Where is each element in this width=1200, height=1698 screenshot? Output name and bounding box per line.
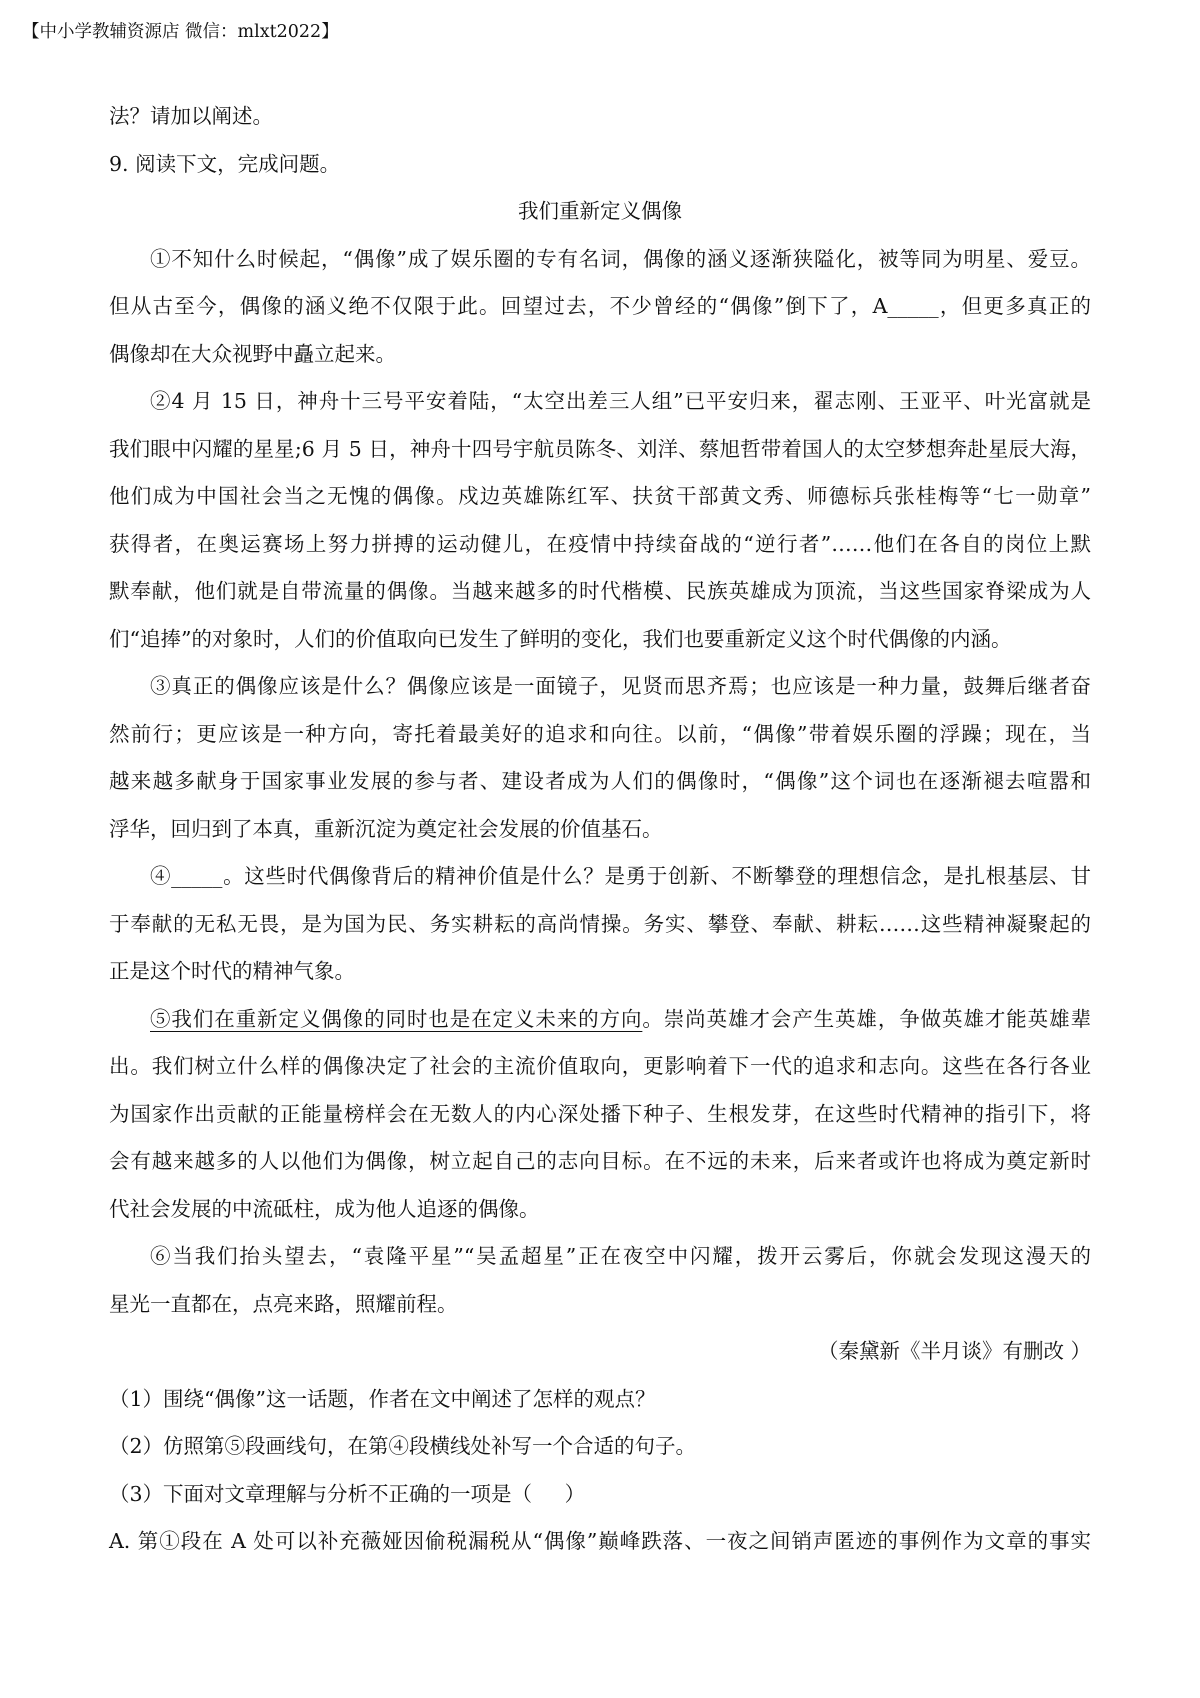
paragraph-2 — [109, 378, 1091, 663]
paragraph-line: 获得者，在奥运赛场上努力拼搏的运动健儿，在疫情中持续奋战的“逆行者”……他们在各自的岗位上默 — [109, 531, 1091, 556]
paragraph-line: 星光一直都在，点亮来路，照耀前程。 — [109, 1291, 458, 1316]
article-title: 我们重新定义偶像 — [518, 199, 682, 223]
line-text: 。崇尚英雄才会产生英雄，争做英雄才能英雄辈 — [642, 1006, 1091, 1031]
paragraph-line: 正是这个时代的精神气象。 — [109, 959, 355, 983]
paragraph-line: 越来越多献身于国家事业发展的参与者、建设者成为人们的偶像时，“偶像”这个词也在逐渐褪去喧嚣和 — [109, 769, 1091, 793]
page-content — [109, 93, 1091, 1566]
paragraph-line: 为国家作出贡献的正能量榜样会在无数人的内心深处播下种子、生根发芽，在这些时代精神的指引下，将 — [109, 1101, 1091, 1126]
header-watermark: 【中小学教辅资源店 微信：mlxt2022】 — [22, 22, 339, 42]
paragraph-line: 我们眼中闪耀的星星;6 月 5 日，神舟十四号宇航员陈冬、刘洋、蔡旭哲带着国人的太空梦想奔赴星辰大海， — [109, 436, 1091, 461]
paragraph-line: ③真正的偶像应该是什么？偶像应该是一面镜子，见贤而思齐焉；也应该是一种力量，鼓舞后继者奋 — [150, 674, 1091, 698]
paragraph-line: 然前行；更应该是一种方向，寄托着最美好的追求和向往。以前，“偶像”带着娱乐圈的浮躁；现在，当 — [109, 721, 1091, 746]
choice-a: A. 第①段在 A 处可以补充薇娅因偷税漏税从“偶像”巅峰跌落、一夜之间销声匿迹的事例作为文章的事实 — [109, 1529, 1091, 1553]
question-9-prompt: 9. 阅读下文，完成问题。 — [109, 151, 341, 176]
paragraph-line: 他们成为中国社会当之无愧的偶像。戍边英雄陈红军、扶贫干部黄文秀、师德标兵张桂梅等“七一勋章” — [109, 484, 1091, 508]
paragraph-line: 出。我们树立什么样的偶像决定了社会的主流价值取向，更影响着下一代的追求和志向。这些在各行各业 — [109, 1054, 1091, 1078]
paragraph-line: 浮华，回归到了本真，重新沉淀为奠定社会发展的价值基石。 — [109, 816, 663, 841]
underlined-sentence: ⑤我们在重新定义偶像的同时也是在定义未来的方向 — [150, 1006, 643, 1031]
paragraph-line — [109, 996, 1091, 1044]
sub-question-3: （3）下面对文章理解与分析不正确的一项是（ ） — [109, 1481, 586, 1506]
paragraph-1 — [109, 236, 1091, 379]
paragraph-line: 但从古至今，偶像的涵义绝不仅限于此。回望过去，不少曾经的“偶像”倒下了，A_____，但更多真正的 — [109, 294, 1091, 318]
previous-question-tail: 法？请加以阐述。 — [109, 104, 273, 128]
article-source: （秦黛新《半月谈》有删改 ） — [817, 1339, 1091, 1363]
paragraph-5 — [109, 996, 1091, 1234]
paragraph-line: 代社会发展的中流砥柱，成为他人追逐的偶像。 — [109, 1196, 540, 1221]
paragraph-4 — [109, 853, 1091, 996]
paragraph-line: 会有越来越多的人以他们为偶像，树立起自己的志向目标。在不远的未来，后来者或许也将成为奠定新时 — [109, 1149, 1091, 1173]
paragraph-line: ①不知什么时候起，“偶像”成了娱乐圈的专有名词，偶像的涵义逐渐狭隘化，被等同为明星、爱豆。 — [150, 246, 1091, 271]
sub-question-1: （1）围绕“偶像”这一话题，作者在文中阐述了怎样的观点？ — [109, 1386, 656, 1411]
paragraph-6 — [109, 1233, 1091, 1328]
paragraph-line: ②4 月 15 日，神舟十三号平安着陆，“太空出差三人组”已平安归来，翟志刚、王亚平、叶光富就是 — [150, 389, 1091, 413]
paragraph-3 — [109, 663, 1091, 853]
paragraph-line: 们“追捧”的对象时，人们的价值取向已发生了鲜明的变化，我们也要重新定义这个时代偶像的内涵。 — [109, 626, 1012, 651]
sub-question-2: （2）仿照第⑤段画线句，在第④段横线处补写一个合适的句子。 — [109, 1434, 697, 1458]
paragraph-line: ⑥当我们抬头望去，“袁隆平星”“吴孟超星”正在夜空中闪耀，拨开云雾后，你就会发现这漫天的 — [150, 1244, 1091, 1268]
paragraph-line: 默奉献，他们就是自带流量的偶像。当越来越多的时代楷模、民族英雄成为顶流，当这些国家脊梁成为人 — [109, 579, 1091, 603]
paragraph-line: 偶像却在大众视野中矗立起来。 — [109, 341, 396, 366]
paragraph-line: 于奉献的无私无畏，是为国为民、务实耕耘的高尚情操。务实、攀登、奉献、耕耘……这些精神凝聚起的 — [109, 911, 1091, 936]
paragraph-line: ④_____。这些时代偶像背后的精神价值是什么？是勇于创新、不断攀登的理想信念，是扎根基层、甘 — [150, 864, 1091, 888]
